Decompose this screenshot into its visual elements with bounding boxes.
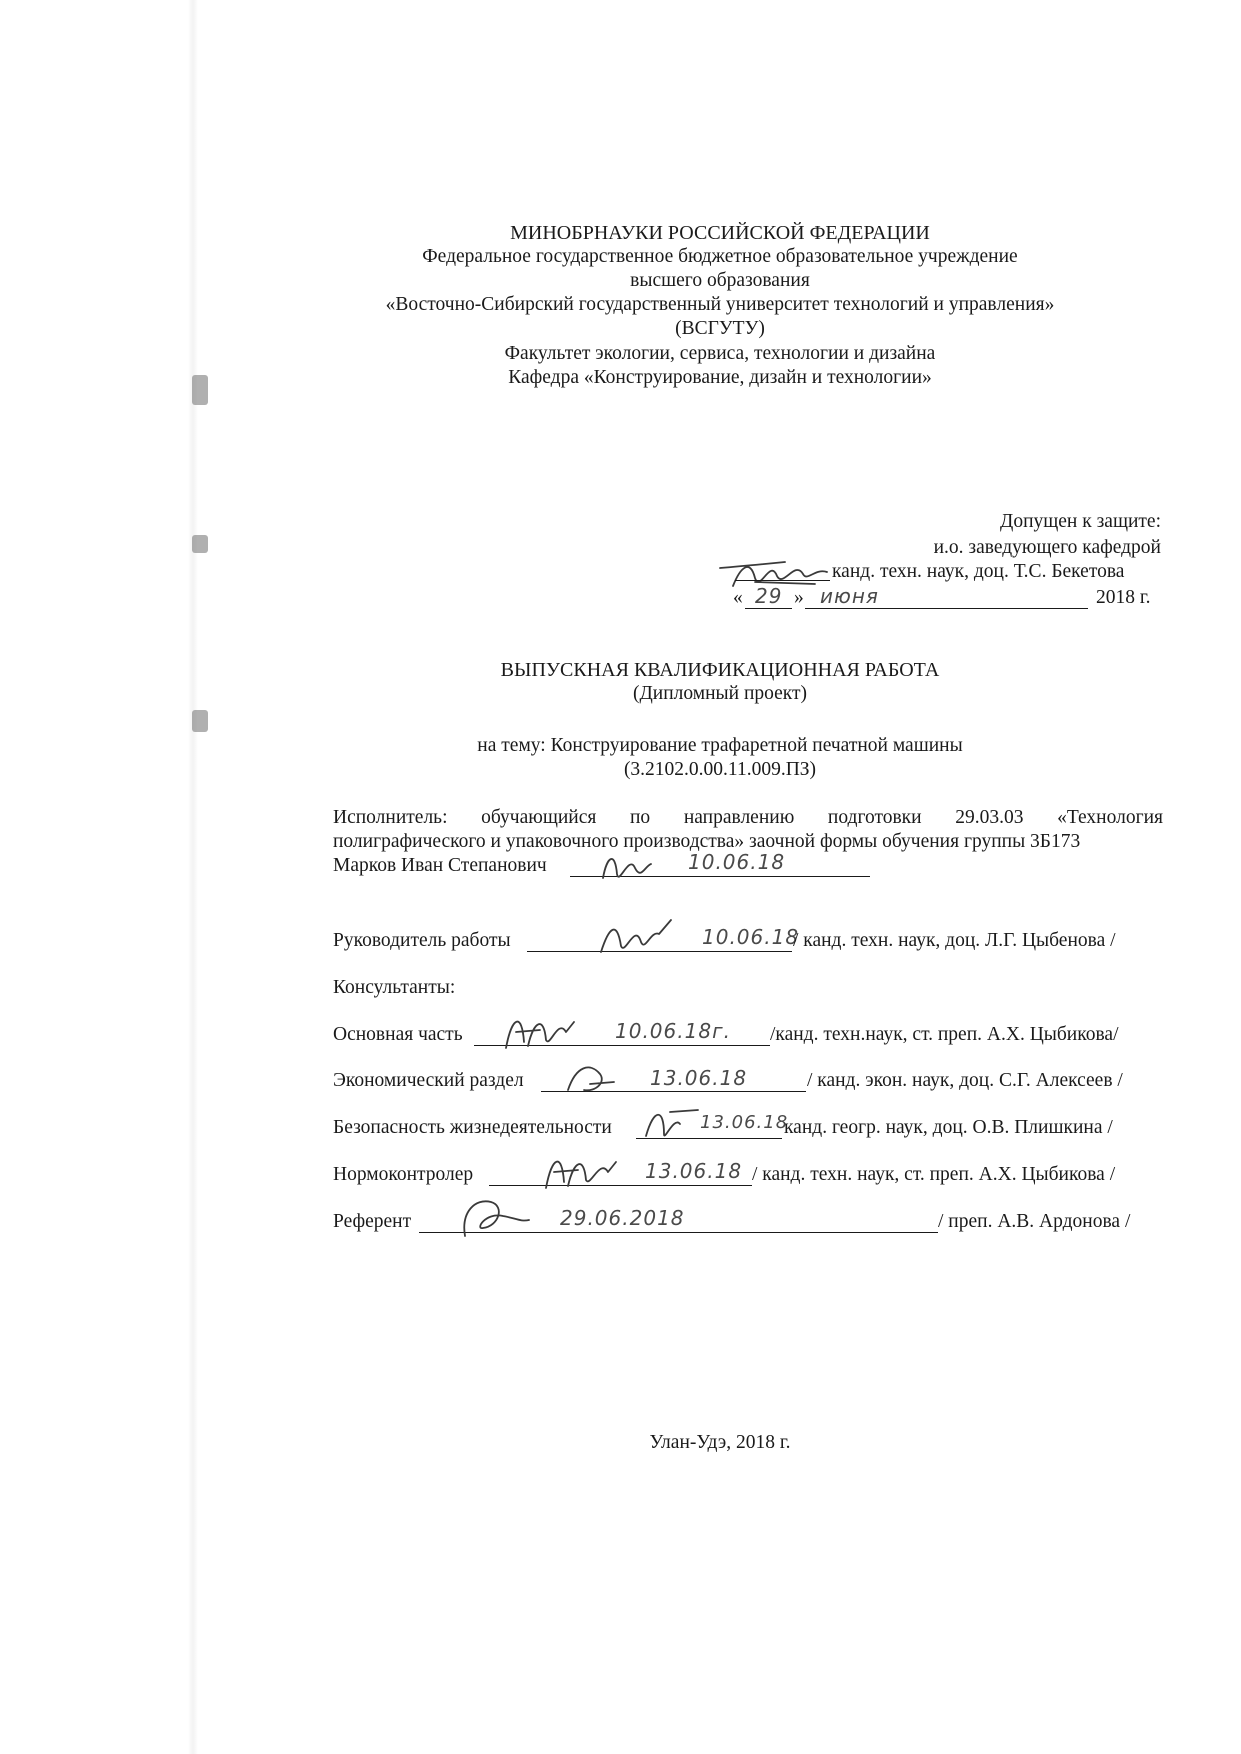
approval-month-handwritten: июня (820, 584, 879, 608)
consultant-main-part-label: Основная часть (333, 1024, 463, 1045)
city-year: Улан-Удэ, 2018 г. (649, 1432, 791, 1453)
supervisor-label: Руководитель работы (333, 930, 511, 951)
consultant-economic-date-handwritten: 13.06.18 (650, 1066, 748, 1090)
approval-heading: Допущен к защите: (1000, 511, 1161, 532)
approval-position: и.о. заведующего кафедрой (933, 537, 1161, 558)
consultant-safety-date-handwritten: 13.06.18 (700, 1112, 789, 1133)
norm-controller-signature (540, 1144, 620, 1194)
education-level: высшего образования (630, 270, 810, 291)
consultant-economic-signature (560, 1056, 620, 1096)
approval-signature-line (735, 558, 830, 581)
ministry-name: МИНОБРНАУКИ РОССИЙСКОЙ ФЕДЕРАЦИИ (510, 222, 930, 244)
scan-artifact (192, 375, 208, 405)
consultant-main-part-details: /канд. техн.наук, ст. преп. А.Х. Цыбикова/ (770, 1024, 1119, 1045)
institution-type: Федеральное государственное бюджетное образовательное учреждение (422, 246, 1018, 267)
consultants-heading: Консультанты: (333, 977, 456, 998)
department-name: Кафедра «Конструирование, дизайн и технологии» (508, 367, 932, 388)
referent-date-handwritten: 29.06.2018 (560, 1206, 685, 1230)
scan-artifact (192, 710, 208, 732)
document-code: (3.2102.0.00.11.009.ПЗ) (623, 759, 817, 780)
document-subtitle: (Дипломный проект) (632, 683, 808, 704)
referent-label: Референт (333, 1211, 412, 1232)
referent-signature (455, 1192, 535, 1242)
executor-line-1: Исполнитель: обучающийся по направлению подготовки 29.03.03 «Технология (333, 807, 1163, 828)
consultant-safety-details: канд. геогр. наук, доц. О.В. Плишкина / (784, 1117, 1113, 1138)
scan-artifact (192, 535, 208, 553)
consultant-economic-details: / канд. экон. наук, доц. С.Г. Алексеев / (807, 1070, 1123, 1091)
executor-signature (595, 846, 655, 886)
scan-edge-shadow (188, 0, 198, 1754)
consultant-main-part-signature (500, 1006, 580, 1056)
norm-controller-label: Нормоконтролер (333, 1164, 474, 1185)
supervisor-date-handwritten: 10.06.18 (702, 925, 800, 949)
referent-details: / преп. А.В. Ардонова / (938, 1211, 1131, 1232)
consultant-main-part-date-handwritten: 10.06.18г. (615, 1019, 731, 1043)
faculty-name: Факультет экологии, сервиса, технологии и дизайна (504, 343, 936, 364)
approval-year: 2018 г. (1096, 587, 1151, 608)
document-title: ВЫПУСКНАЯ КВАЛИФИКАЦИОННАЯ РАБОТА (500, 659, 940, 681)
consultant-safety-label: Безопасность жизнедеятельности (333, 1117, 612, 1138)
university-abbreviation: (ВСГУТУ) (675, 318, 765, 339)
approval-date-close-quote: » (794, 587, 804, 608)
executor-line-2: полиграфического и упаковочного производства» заочной формы обучения группы 3Б173 (333, 831, 1081, 852)
executor-date-handwritten: 10.06.18 (688, 850, 786, 874)
consultant-economic-label: Экономический раздел (333, 1070, 524, 1091)
executor-name: Марков Иван Степанович (333, 855, 547, 876)
approval-head-name: канд. техн. наук, доц. Т.С. Бекетова (832, 561, 1125, 582)
approval-day-handwritten: 29 (755, 584, 783, 608)
approval-date-open-quote: « (733, 587, 743, 608)
supervisor-signature (595, 912, 675, 962)
university-name: «Восточно-Сибирский государственный университет технологий и управления» (385, 294, 1055, 315)
thesis-topic: на тему: Конструирование трафаретной печатной машины (477, 735, 963, 756)
supervisor-details: / канд. техн. наук, доц. Л.Г. Цыбенова / (793, 930, 1116, 951)
norm-controller-date-handwritten: 13.06.18 (645, 1159, 743, 1183)
consultant-safety-signature (640, 1102, 700, 1142)
norm-controller-details: / канд. техн. наук, ст. преп. А.Х. Цыбикова / (752, 1164, 1116, 1185)
